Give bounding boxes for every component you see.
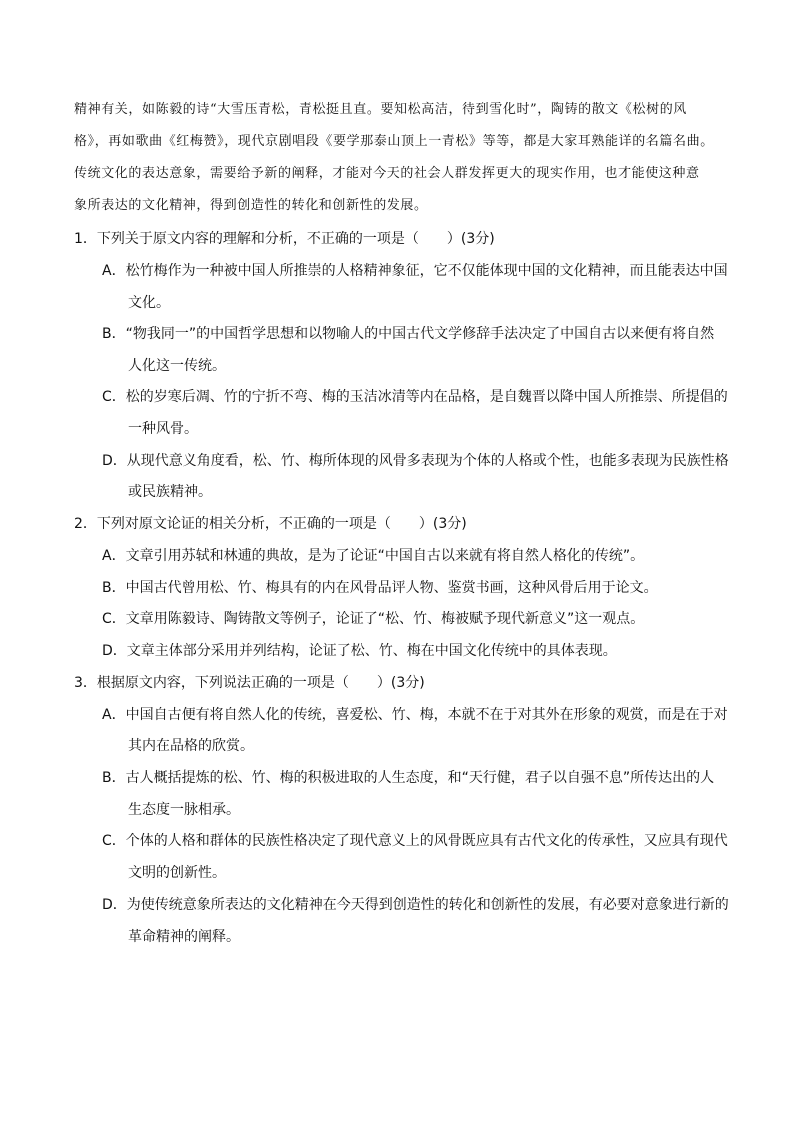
- question-stem: 2．下列对原文论证的相关分析，不正确的一项是（ ）(3分): [74, 516, 467, 532]
- option-b-continuation: 生态度一脉相承。: [128, 802, 240, 818]
- option-d-continuation: 或民族精神。: [128, 484, 212, 500]
- option-d-continuation: 革命精神的阐释。: [128, 929, 240, 945]
- option-c: C．松的岁寒后凋、竹的宁折不弯、梅的玉洁冰清等内在品格，是自魏晋以降中国人所推崇、所提倡的: [102, 389, 728, 405]
- question-stem: 3．根据原文内容，下列说法正确的一项是（ ）(3分): [74, 675, 425, 691]
- option-b-continuation: 人化这一传统。: [128, 358, 226, 374]
- option-b: B．中国古代曾用松、竹、梅具有的内在风骨品评人物、鉴赏书画，这种风骨后用于论文。: [102, 580, 658, 596]
- option-a-continuation: 文化。: [128, 295, 170, 311]
- option-b: B．“物我同一”的中国哲学思想和以物喻人的中国古代文学修辞手法决定了中国自古以来便有将自然: [102, 326, 715, 342]
- question-stem: 1．下列关于原文内容的理解和分析，不正确的一项是（ ）(3分): [74, 231, 495, 247]
- option-a-continuation: 其内在品格的欣赏。: [128, 738, 254, 754]
- option-a: A．松竹梅作为一种被中国人所推崇的人格精神象征，它不仅能体现中国的文化精神，而且能表达中国: [102, 263, 728, 279]
- passage-line: 精神有关，如陈毅的诗“大雪压青松，青松挺且直。要知松高洁，待到雪化时”，陶铸的散文《松树的风: [74, 102, 687, 117]
- passage-line: 格》，再如歌曲《红梅赞》，现代京剧唱段《要学那泰山顶上一青松》等等，都是大家耳熟能详的名篇名曲。: [74, 134, 714, 149]
- option-c: C．文章用陈毅诗、陶铸散文等例子，论证了“松、竹、梅被赋予现代新意义”这一观点。: [102, 611, 645, 627]
- option-d: D．文章主体部分采用并列结构，论证了松、竹、梅在中国文化传统中的具体表现。: [102, 643, 617, 659]
- option-b: B．古人概括提炼的松、竹、梅的积极进取的人生态度，和“天行健，君子以自强不息”所传达出的人: [102, 770, 715, 786]
- passage-line: 传统文化的表达意象，需要给予新的阐释，才能对今天的社会人群发挥更大的现实作用，也才能使这种意: [74, 166, 700, 181]
- option-d: D．从现代意义角度看，松、竹、梅所体现的风骨多表现为个体的人格或个性，也能多表现为民族性格: [102, 453, 729, 469]
- option-a: A．文章引用苏轼和林逋的典故，是为了论证“中国自古以来就有将自然人格化的传统”。: [102, 548, 645, 564]
- option-c: C．个体的人格和群体的民族性格决定了现代意义上的风骨既应具有古代文化的传承性，又应具有现代: [102, 833, 728, 849]
- passage-line: 象所表达的文化精神，得到创造性的转化和创新性的发展。: [74, 198, 428, 213]
- option-c-continuation: 一种风骨。: [128, 421, 198, 437]
- option-d: D．为使传统意象所表达的文化精神在今天得到创造性的转化和创新性的发展，有必要对意象进行新的: [102, 897, 729, 913]
- option-c-continuation: 文明的创新性。: [128, 865, 226, 881]
- option-a: A．中国自古便有将自然人化的传统，喜爱松、竹、梅，本就不在于对其外在形象的观赏，而是在于对: [102, 707, 728, 723]
